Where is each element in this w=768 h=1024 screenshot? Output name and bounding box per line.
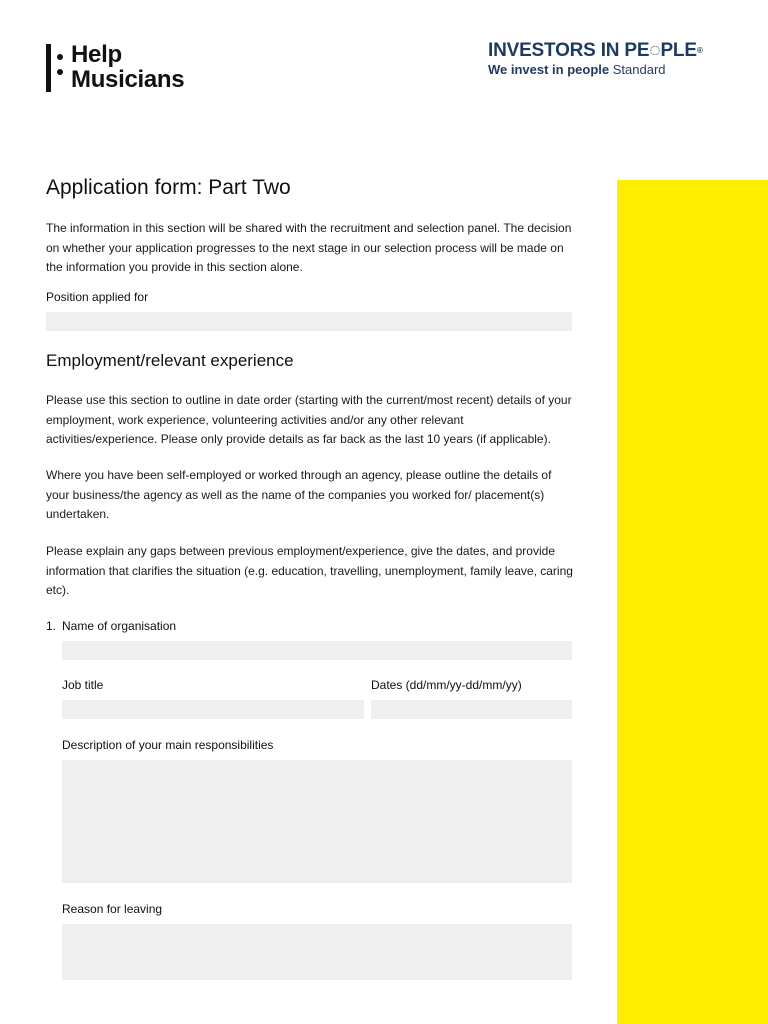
employment-heading: Employment/relevant experience — [46, 351, 294, 370]
iip-title-text: INVESTORS IN PE◌PLE — [488, 40, 697, 61]
logo-line-1: Help — [71, 41, 122, 68]
employment-paragraph-1: Please use this section to outline in date order (starting with the current/most recent) details of your employment, work experience, volunteering activities and/or any other relevant activities/experience. Please only provide details as far back as the last 10 years (if applicable). — [46, 393, 572, 446]
entry-number: 1. — [46, 619, 57, 633]
organisation-name-input[interactable] — [62, 641, 572, 660]
reason-for-leaving-textarea[interactable] — [62, 924, 572, 980]
employment-paragraph-3: Please explain any gaps between previous employment/experience, give the dates, and provide information that clarifies the situation (e.g. education, travelling, unemployment, family leave, caring etc). — [46, 544, 573, 597]
investors-in-people-badge — [488, 40, 718, 84]
reason-for-leaving-label: Reason for leaving — [62, 902, 163, 916]
job-title-label: Job title — [62, 678, 104, 692]
position-applied-label: Position applied for — [46, 290, 149, 304]
dates-input[interactable] — [371, 700, 572, 719]
responsibilities-textarea[interactable] — [62, 760, 572, 883]
employment-paragraph-2: Where you have been self-employed or worked through an agency, please outline the details of your business/the agency as well as the name of the companies you worked for/ placement(s) undertaken. — [46, 468, 552, 521]
yellow-accent-band — [617, 180, 768, 1024]
logo-bar-mark — [46, 44, 51, 92]
organisation-name-label: Name of organisation — [62, 619, 177, 633]
responsibilities-label: Description of your main responsibilities — [62, 738, 274, 752]
page-title: Application form: Part Two — [46, 176, 291, 199]
iip-subtitle — [488, 62, 718, 78]
job-title-input[interactable] — [62, 700, 364, 719]
position-applied-input[interactable] — [46, 312, 572, 331]
help-musicians-logo — [46, 42, 206, 94]
logo-dot-mark — [57, 69, 63, 75]
iip-subtitle-standard: Standard — [612, 62, 666, 77]
intro-paragraph: The information in this section will be shared with the recruitment and selection panel. The decision on whether your application progresses to the next stage in our selection process will be made on the information you provide in this section alone. — [46, 221, 572, 274]
logo-dot-mark — [57, 54, 63, 60]
dates-label: Dates (dd/mm/yy-dd/mm/yy) — [371, 678, 522, 692]
logo-wordmark — [71, 42, 184, 92]
iip-registered-mark: ® — [696, 46, 703, 55]
iip-title — [488, 40, 718, 62]
logo-line-2: Musicians — [71, 66, 185, 93]
iip-subtitle-bold: We invest in people — [488, 62, 610, 77]
